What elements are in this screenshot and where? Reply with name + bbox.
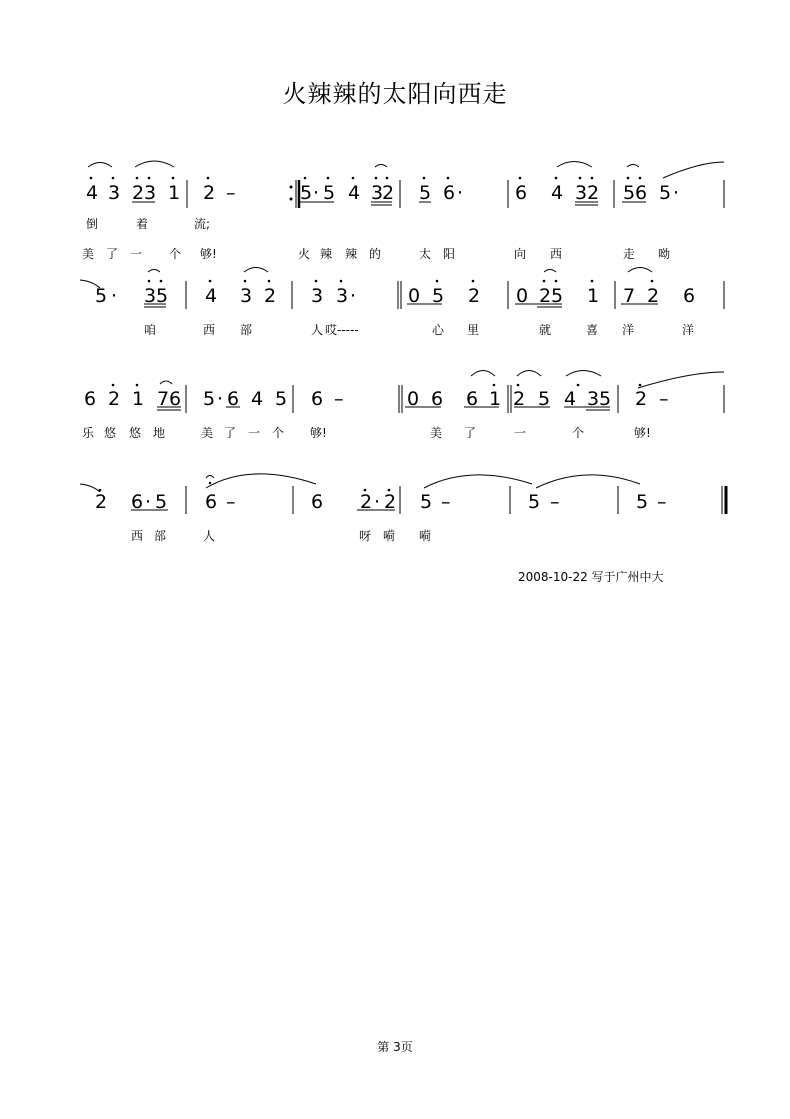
octave-dots-line-4: [99, 482, 391, 492]
note: ·: [145, 491, 152, 513]
note: 5: [551, 285, 564, 307]
lyrics-line-4: [131, 528, 431, 543]
note: 5: [636, 491, 649, 513]
lyric: 走: [623, 247, 636, 261]
note: 2: [382, 182, 395, 204]
note: 0: [407, 388, 420, 410]
lyric: 呀: [359, 529, 372, 543]
note: 0: [516, 285, 529, 307]
lyric: 流;: [194, 217, 211, 231]
lyric: 个: [572, 426, 585, 440]
note: 5: [659, 182, 672, 204]
lyric: 里: [467, 323, 480, 337]
note: 6: [205, 491, 218, 513]
lyric: 美: [82, 247, 95, 261]
lyric: 着: [136, 217, 149, 231]
note: 2: [635, 388, 648, 410]
lyric: 悠: [129, 426, 142, 440]
lyrics-line-3: [82, 425, 651, 440]
note: 0: [408, 285, 421, 307]
lyric: 西: [131, 529, 144, 543]
note: 3: [108, 182, 121, 204]
note: 5: [203, 388, 216, 410]
note: –: [226, 491, 236, 513]
note: 5: [156, 285, 169, 307]
lyric: 够!: [200, 247, 217, 261]
note: 6: [311, 491, 324, 513]
lyric: 人: [311, 323, 324, 337]
lyric: 洋: [622, 323, 635, 337]
lyric: 西: [550, 247, 563, 261]
note: 3: [575, 182, 588, 204]
note: –: [550, 491, 560, 513]
note: ·: [673, 182, 680, 204]
note: 6: [169, 388, 182, 410]
note: 6: [443, 182, 456, 204]
octave-dots-line-1: [90, 177, 642, 180]
lyric: 辣: [320, 247, 333, 261]
note: 5: [432, 285, 445, 307]
note: 1: [168, 182, 181, 204]
song-title: 火辣辣的太阳向西走: [282, 80, 508, 108]
lyric: 一: [130, 247, 143, 261]
lyric: 嗬: [419, 529, 432, 543]
lyric: 个: [169, 247, 182, 261]
lyric: 火: [298, 247, 311, 261]
note: 3: [336, 285, 349, 307]
note: 5: [95, 285, 108, 307]
note: ·: [457, 182, 464, 204]
note: 5: [155, 491, 168, 513]
lyric: 乐: [82, 426, 95, 440]
note: 5: [300, 182, 313, 204]
lyric: 个: [272, 426, 285, 440]
note: 3: [371, 182, 384, 204]
lyric: 美: [201, 426, 214, 440]
note: 5: [528, 491, 541, 513]
note: –: [441, 491, 451, 513]
note: 3: [240, 285, 253, 307]
lyric: 太: [419, 247, 432, 261]
note: 5: [623, 182, 636, 204]
lyric: 够!: [634, 426, 651, 440]
note: 5: [275, 388, 288, 410]
note: 1: [132, 388, 145, 410]
lyric: 咱: [144, 323, 157, 337]
note: 6: [84, 388, 97, 410]
note: 2: [132, 182, 145, 204]
score-line-4: [80, 474, 726, 514]
note: 5: [420, 491, 433, 513]
note: 5: [599, 388, 612, 410]
repeat-dots: [290, 186, 293, 201]
note: 2: [95, 491, 108, 513]
notes-line-2: [95, 285, 695, 307]
page-number: 第 3页: [377, 1040, 413, 1054]
lyric: 西: [203, 323, 216, 337]
note: 2: [587, 182, 600, 204]
lyric: 洋: [682, 323, 695, 337]
lyric: 地: [153, 426, 166, 440]
lyric: 了: [224, 426, 237, 440]
note: 5: [419, 182, 432, 204]
lyric: 心: [432, 323, 445, 337]
note: 3: [144, 182, 157, 204]
lyric: 了: [106, 247, 119, 261]
note: 4: [86, 182, 99, 204]
lyric: 人: [203, 529, 216, 543]
lyric: 倒: [86, 217, 99, 231]
note: –: [657, 491, 667, 513]
lyrics-line-1a: [86, 216, 210, 231]
lyric: 够!: [310, 426, 327, 440]
note: 7: [157, 388, 170, 410]
note: ·: [313, 182, 320, 204]
lyric: 了: [464, 426, 477, 440]
note: 2: [513, 388, 526, 410]
octave-dots-line-3: [112, 384, 642, 387]
note: 3: [311, 285, 324, 307]
lyric: 部: [240, 323, 253, 337]
note: –: [659, 388, 669, 410]
lyric: 嗬: [383, 529, 396, 543]
note: 6: [227, 388, 240, 410]
note: 6: [311, 388, 324, 410]
lyric: 就: [539, 323, 552, 337]
lyric: 美: [430, 426, 443, 440]
note: 6: [635, 182, 648, 204]
note: ·: [111, 285, 118, 307]
note: ·: [217, 388, 224, 410]
lyrics-line-2: [144, 322, 694, 337]
note: –: [334, 388, 344, 410]
note: ·: [350, 285, 357, 307]
note: 2: [468, 285, 481, 307]
note: –: [226, 182, 236, 204]
note: 2: [203, 182, 216, 204]
notes-line-1: [86, 182, 679, 204]
note: 2: [539, 285, 552, 307]
note: 4: [205, 285, 218, 307]
note: 2: [108, 388, 121, 410]
note: 4: [551, 182, 564, 204]
lyric: 哎-----: [325, 323, 359, 337]
lyric: 一: [248, 426, 261, 440]
note: 6: [683, 285, 696, 307]
note: ·: [374, 491, 381, 513]
note: 1: [587, 285, 600, 307]
lyric: 悠: [104, 426, 117, 440]
lyrics-line-1b: [82, 246, 670, 261]
lyric: 呦: [658, 247, 671, 261]
lyric: 辣: [345, 247, 358, 261]
note: 6: [466, 388, 479, 410]
lyric: 喜: [586, 323, 599, 337]
note: 1: [489, 388, 502, 410]
note: 5: [323, 182, 336, 204]
note: 2: [384, 491, 397, 513]
note: 6: [431, 388, 444, 410]
note: 4: [251, 388, 264, 410]
lyric: 阳: [443, 247, 456, 261]
note: 6: [131, 491, 144, 513]
lyric: 一: [514, 426, 527, 440]
note: 2: [647, 285, 660, 307]
note: 2: [264, 285, 277, 307]
note: 7: [623, 285, 636, 307]
note: 3: [587, 388, 600, 410]
lyric: 部: [154, 529, 167, 543]
note: 2: [360, 491, 373, 513]
note: 5: [538, 388, 551, 410]
note: 4: [348, 182, 361, 204]
composition-note: 2008-10-22 写于广州中大: [518, 570, 664, 584]
note: 3: [144, 285, 157, 307]
lyric: 向: [514, 247, 527, 261]
lyric: 的: [369, 247, 382, 261]
note: 6: [515, 182, 528, 204]
note: 4: [564, 388, 577, 410]
